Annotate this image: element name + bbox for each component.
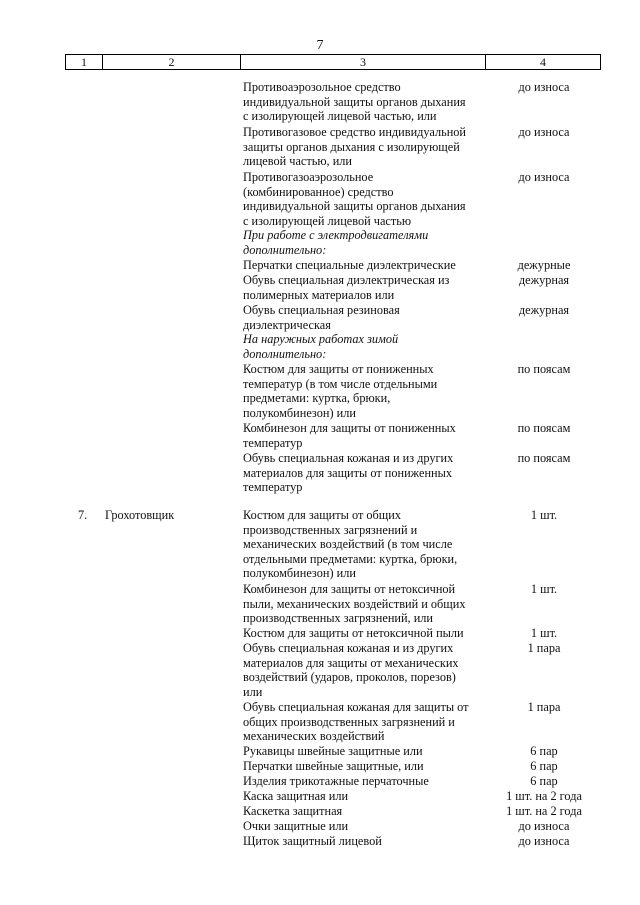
item-quantity: 1 шт. [530, 626, 558, 640]
item-quantity: до износа [518, 834, 570, 848]
item-text: Каска защитная или [243, 789, 349, 803]
item-text: с изолирующей лицевой частью, или [243, 109, 437, 124]
item-text: Комбинезон для защиты от пониженных [243, 421, 456, 435]
item-text: Противоаэрозольное средство [243, 80, 401, 94]
row-number: 7. [78, 508, 88, 522]
item-quantity: 1 шт. на 2 года [506, 789, 582, 803]
item-quantity: до износа [518, 80, 570, 94]
item-text: Перчатки специальные диэлектрические [243, 258, 456, 272]
item-text: Обувь специальная кожаная и из других [243, 641, 454, 655]
header-col-4: 4 [486, 55, 601, 70]
item-text: индивидуальной защиты органов дыхания [243, 94, 466, 109]
item-text: полукомбинезон) или [243, 566, 356, 581]
item-text: Рукавицы швейные защитные или [243, 744, 423, 758]
item-text: Обувь специальная диэлектрическая из [243, 273, 450, 287]
item-text: Перчатки швейные защитные, или [243, 759, 424, 773]
item-text: пыли, механических воздействий и общих [243, 596, 466, 611]
profession-name: Грохотовщик [105, 508, 175, 522]
header-col-2: 2 [103, 55, 241, 70]
item-text: Противогазовое средство индивидуальной [243, 125, 467, 139]
item-text: температур [243, 480, 303, 495]
item-text: механических воздействий (в том числе [243, 537, 453, 552]
item-quantity: 1 шт. на 2 года [506, 804, 582, 818]
table-header [65, 54, 601, 70]
item-text: материалов для защиты от механических [243, 655, 459, 670]
item-text: Обувь специальная кожаная для защиты от [243, 700, 469, 714]
item-text: дополнительно: [243, 242, 327, 257]
item-text: Комбинезон для защиты от нетоксичной [243, 582, 456, 596]
item-quantity: 1 пара [527, 700, 561, 714]
header-col-1: 1 [66, 55, 103, 70]
item-quantity: дежурные [517, 258, 571, 272]
item-quantity: 6 пар [530, 759, 558, 773]
item-quantity: дежурная [518, 303, 570, 317]
item-text: дополнительно: [243, 346, 327, 361]
item-text: производственных загрязнений, или [243, 611, 434, 626]
item-text: Обувь специальная резиновая [243, 303, 400, 317]
item-text: На наружных работах зимой [243, 332, 399, 346]
item-text: Костюм для защиты от пониженных [243, 362, 434, 376]
item-text: полимерных материалов или [243, 287, 395, 302]
page-number: 7 [316, 38, 324, 53]
item-text: механических воздействий [243, 729, 385, 744]
item-text: общих производственных загрязнений и [243, 714, 455, 729]
item-text: диэлектрическая [243, 317, 331, 332]
item-text: с изолирующей лицевой частью [243, 213, 412, 228]
item-text: При работе с электродвигателями [243, 228, 429, 242]
item-quantity: по поясам [517, 362, 571, 376]
item-quantity: дежурная [518, 273, 570, 287]
item-text: Противогазоаэрозольное [243, 170, 374, 184]
item-text: (комбинированное) средство [243, 184, 394, 199]
item-quantity: 6 пар [530, 774, 558, 788]
item-quantity: по поясам [517, 451, 571, 465]
item-text: производственных загрязнений и [243, 522, 418, 537]
item-text: отдельными предметами: куртка, брюки, [243, 551, 458, 566]
item-quantity: 6 пар [530, 744, 558, 758]
item-quantity: 1 шт. [530, 582, 558, 596]
item-quantity: по поясам [517, 421, 571, 435]
item-text: материалов для защиты от пониженных [243, 465, 453, 480]
item-text: предметами: куртка, брюки, [243, 391, 391, 406]
item-quantity: 1 шт. [530, 508, 558, 522]
item-text: Костюм для защиты от общих [243, 508, 401, 522]
item-text: Щиток защитный лицевой [243, 834, 382, 848]
item-text: воздействий (ударов, проколов, порезов) [243, 670, 456, 685]
item-quantity: до износа [518, 170, 570, 184]
item-text: индивидуальной защиты органов дыхания [243, 199, 466, 214]
item-text: Обувь специальная кожаная и из других [243, 451, 454, 465]
item-text: или [243, 684, 263, 699]
item-quantity: до износа [518, 125, 570, 139]
item-quantity: 1 пара [527, 641, 561, 655]
item-quantity: до износа [518, 819, 570, 833]
item-text: Изделия трикотажные перчаточные [243, 774, 429, 788]
item-text: защиты органов дыхания с изолирующей [243, 139, 460, 154]
item-text: Костюм для защиты от нетоксичной пыли [243, 626, 464, 640]
item-text: Очки защитные или [243, 819, 349, 833]
item-text: полукомбинезон) или [243, 405, 356, 420]
item-text: температур (в том числе отдельными [243, 376, 438, 391]
item-text: Каскетка защитная [243, 804, 343, 818]
item-text: температур [243, 435, 303, 450]
item-text: лицевой частью, или [243, 154, 352, 169]
header-col-3: 3 [241, 55, 486, 70]
